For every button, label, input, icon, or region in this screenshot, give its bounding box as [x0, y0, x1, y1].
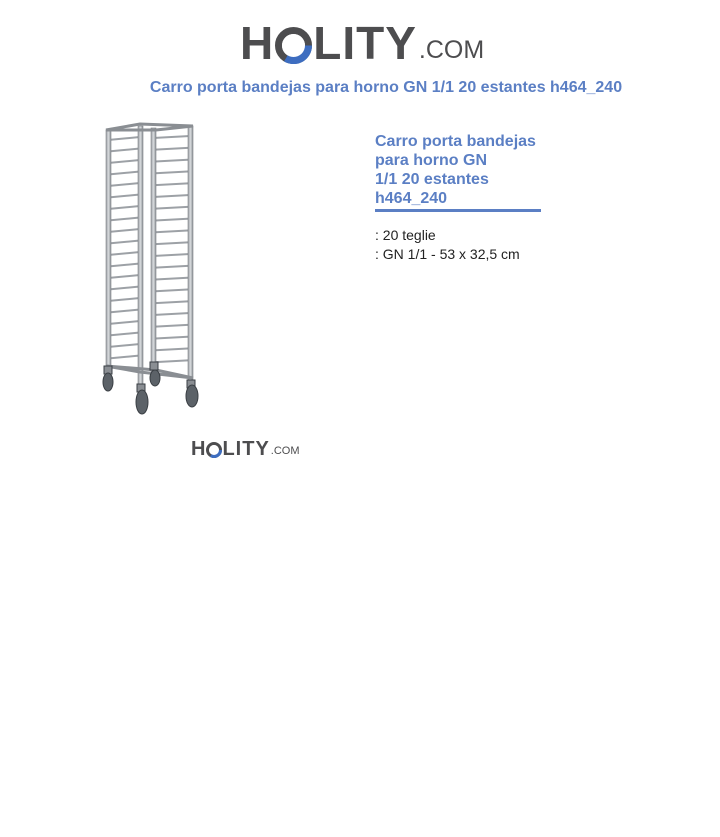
logo-suffix: .COM [418, 36, 485, 64]
product-title-line: 1/1 20 estantes [375, 171, 489, 188]
product-title-line: h464_240 [375, 190, 448, 207]
logo-text-left: H [240, 17, 275, 69]
product-detail [375, 132, 541, 264]
product-specs [375, 226, 541, 264]
page-title-text: Carro porta bandejas para horno GN 1/1 20 estantes h464_240 [149, 79, 623, 96]
image-watermark-logo [191, 437, 300, 459]
logo-o-icon [275, 27, 312, 64]
product-title-line: para horno GN [375, 152, 488, 169]
logo-text-right: LITY [313, 17, 417, 69]
logo-text-left: H [191, 438, 207, 460]
page-title [0, 79, 720, 97]
spec-item: : 20 teglie [375, 227, 436, 243]
product-image [96, 122, 208, 420]
spec-item: : GN 1/1 - 53 x 32,5 cm [375, 246, 520, 262]
site-logo[interactable] [240, 14, 485, 69]
product-title [375, 132, 541, 212]
logo-suffix: .COM [270, 445, 300, 457]
oven-tray-trolley-icon [96, 122, 208, 420]
product-title-line: Carro porta bandejas [375, 133, 536, 150]
logo-o-icon [206, 442, 222, 458]
logo-text-right: LITY [222, 438, 270, 460]
